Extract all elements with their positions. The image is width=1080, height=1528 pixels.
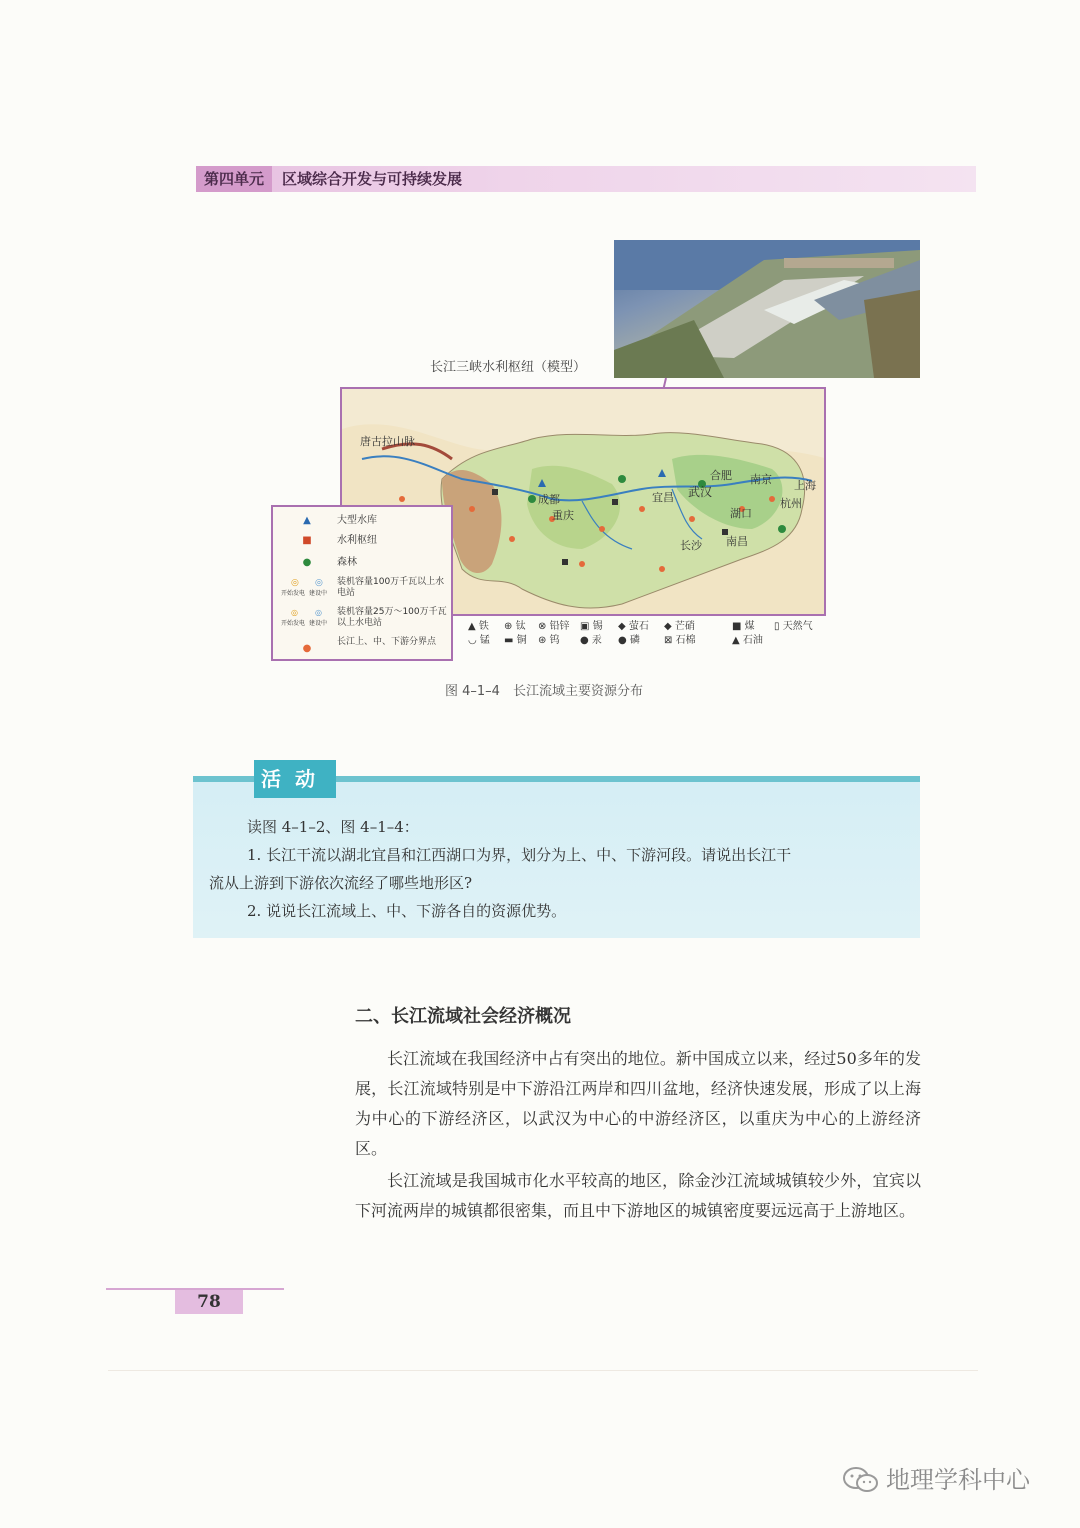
- division-point-icon: ●: [302, 643, 312, 654]
- map-label-chengdu: 成都: [538, 493, 560, 506]
- legend-medium-hydro: ◎ ◎ 开始发电 建设中 装机容量25万～100万千瓦以上水电站: [281, 607, 447, 628]
- activity-question-1-line-1: 1. 长江干流以湖北宜昌和江西湖口为界，划分为上、中、下游河段。请说出长江干: [247, 846, 792, 864]
- map-label-yichang: 宜昌: [652, 491, 674, 504]
- watermark-text: 地理学科中心: [886, 1466, 1030, 1494]
- map-label-chongqing: 重庆: [552, 509, 574, 522]
- map-legend: ▲ 大型水库 ■ 水利枢纽 ● 森林 ◎ ◎ 开始发电 建设中 装机容量100万千瓦以上水电站 ◎ ◎ 开始发电 建设中 装机容量25万～100万千瓦以上水电站 ● 长江上、中、下游分界点: [271, 505, 453, 661]
- activity-question-1-line-2: 流从上游到下游依次流经了哪些地形区?: [209, 874, 473, 892]
- operating-station-small-icon: ◎: [291, 608, 298, 617]
- building-station-icon: ◎: [315, 578, 323, 588]
- map-label-shanghai: 上海: [794, 479, 816, 492]
- map-label-hefei: 合肥: [710, 469, 732, 482]
- activity-tab: 活动: [254, 760, 336, 798]
- mineral-oil: ▲ 石油: [732, 635, 763, 646]
- forest-icon: ●: [302, 557, 312, 568]
- map-label-nanchang: 南昌: [726, 535, 748, 548]
- page-number: 78: [175, 1290, 243, 1314]
- mineral-tungsten: ⊛ 钨: [538, 635, 560, 646]
- map-label-wuhan: 武汉: [688, 485, 713, 499]
- reservoir-icon: ▲: [303, 515, 311, 526]
- mineral-phosphorus: ● 磷: [618, 635, 640, 646]
- mineral-natural-gas: ▯ 天然气: [774, 621, 813, 632]
- mineral-mirabilite: ◆ 芒硝: [664, 621, 695, 632]
- legend-large-hydro: ◎ ◎ 开始发电 建设中 装机容量100万千瓦以上水电站: [281, 577, 445, 598]
- mineral-coal: ■ 煤: [732, 621, 755, 632]
- body-paragraph-1: 长江流域在我国经济中占有突出的地位。新中国成立以来，经过50多年的发展，长江流域特别是中下游沿江两岸和四川盆地，经济快速发展，形成了以上海为中心的下游经济区，以武汉为中心的中游经济区，以重庆为中心的上游经济区。: [355, 1049, 921, 1158]
- unit-title: 区域综合开发与可持续发展: [282, 170, 463, 188]
- activity-question-2: 2. 说说长江流域上、中、下游各自的资源优势。: [247, 902, 567, 920]
- mineral-legend: [468, 621, 828, 651]
- activity-box: [193, 778, 920, 938]
- mineral-titanium: ⊕ 钛: [504, 621, 526, 632]
- bottom-rule: [108, 1370, 978, 1371]
- hydro-hub-icon: ■: [302, 535, 312, 546]
- operating-station-icon: ◎: [291, 578, 299, 588]
- mineral-tin: ▣ 锡: [580, 621, 603, 632]
- wechat-icon: [842, 1466, 880, 1494]
- body-paragraph-2: 长江流域是我国城市化水平较高的地区，除金沙江流域城镇较少外，宜宾以下河流两岸的城镇都很密集，而且中下游地区的城镇密度要远远高于上游地区。: [355, 1171, 921, 1220]
- map-label-tanggula: 唐古拉山脉: [360, 435, 415, 448]
- map-label-changsha: 长沙: [680, 539, 702, 552]
- map-label-nanjing: 南京: [750, 473, 772, 486]
- figure-caption: 图 4–1–4 长江流域主要资源分布: [445, 684, 643, 699]
- mineral-fluorite: ◆ 萤石: [618, 621, 649, 632]
- mineral-iron: ▲ 铁: [468, 621, 489, 632]
- mineral-mercury: ● 汞: [580, 635, 602, 646]
- mineral-asbestos: ⊠ 石棉: [664, 635, 696, 646]
- map-label-hukou: 湖口: [730, 507, 752, 520]
- map-label-hangzhou: 杭州: [780, 497, 802, 510]
- mineral-manganese: ◡ 锰: [468, 635, 490, 646]
- mineral-lead-zinc: ⊗ 铅锌: [538, 621, 570, 632]
- dam-photo: [614, 240, 920, 378]
- section-title: 二、长江流域社会经济概况: [355, 1006, 571, 1027]
- unit-label: 第四单元: [196, 166, 272, 192]
- activity-intro: 读图 4–1–2、图 4–1–4：: [247, 818, 419, 836]
- mineral-copper: ▬ 铜: [504, 635, 527, 646]
- legend-division-point: ● 长江上、中、下游分界点: [273, 637, 451, 661]
- dam-illustration: [614, 240, 920, 378]
- building-station-small-icon: ◎: [315, 608, 322, 617]
- photo-caption: 长江三峡水利枢纽（模型）: [430, 360, 587, 375]
